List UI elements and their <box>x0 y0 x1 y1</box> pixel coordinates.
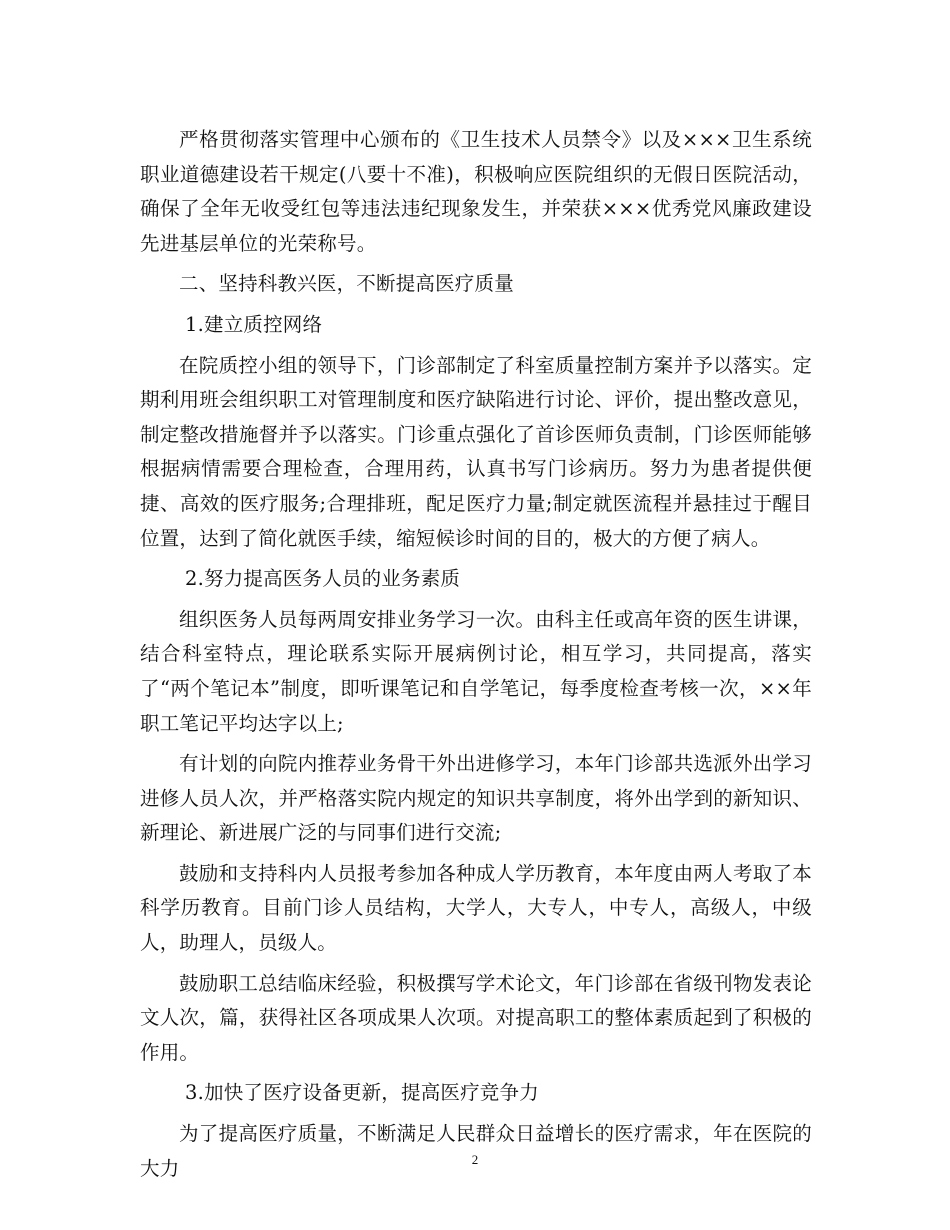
page-number: 2 <box>471 1152 479 1167</box>
section-heading-quality: 二、坚持科教兴医，不断提高医疗质量 <box>179 272 514 296</box>
paragraph-education: 鼓励和支持科内人员报考参加各种成人学历教育，本年度由两人考取了本科学历教育。目前门诊人员结构，大学人，大专人，中专人，高级人，中级人，助理人，员级人。 <box>140 861 812 955</box>
subheading-quality-network: 1.建立质控网络 <box>185 312 323 336</box>
document-body <box>140 123 812 1192</box>
subheading-equipment: 3.加快了医疗设备更新，提高医疗竞争力 <box>185 1081 539 1105</box>
subheading-staff-quality: 2.努力提高医务人员的业务素质 <box>185 567 461 591</box>
paragraph-quality-control: 在院质控小组的领导下，门诊部制定了科室质量控制方案并予以落实。定期利用班会组织职工对管理制度和医疗缺陷进行讨论、评价，提出整改意见，制定整改措施督并予以落实。门诊重点强化了首诊医师负责制，门诊医师能够根据病情需要合理检查，合理用药，认真书写门诊病历。努力为患者提供便捷、高效的医疗服务;合理排班，配足医疗力量;制定就医流程并悬挂过于醒目位置，达到了简化就医手续，缩短候诊时间的目的，极大的方便了病人。 <box>140 353 812 550</box>
paragraph-conduct-rules: 严格贯彻落实管理中心颁布的《卫生技术人员禁令》以及×××卫生系统职业道德建设若干规定(八要十不准)，积极响应医院组织的无假日医院活动，确保了全年无收受红包等违法违纪现象发生，并荣获×××优秀党风廉政建设先进基层单位的光荣称号。 <box>140 128 812 255</box>
paragraph-training-abroad: 有计划的向院内推荐业务骨干外出进修学习，本年门诊部共选派外出学习进修人员人次，并严格落实院内规定的知识共享制度，将外出学到的新知识、新理论、新进展广泛的与同事们进行交流; <box>140 752 812 845</box>
paragraph-study-sessions: 组织医务人员每两周安排业务学习一次。由科主任或高年资的医生讲课，结合科室特点，理论联系实际开展病例讨论，相互学习，共同提高，落实了“两个笔记本”制度，即听课笔记和自学笔记，每季度检查考核一次，××年职工笔记平均达字以上; <box>140 607 812 735</box>
paragraph-papers: 鼓励职工总结临床经验，积极撰写学术论文，年门诊部在省级刊物发表论文人次，篇，获得社区各项成果人次项。对提高职工的整体素质起到了积极的作用。 <box>140 971 812 1064</box>
paragraph-equipment: 为了提高医疗质量，不断满足人民群众日益增长的医疗需求，年在医院的大力 <box>140 1122 812 1180</box>
